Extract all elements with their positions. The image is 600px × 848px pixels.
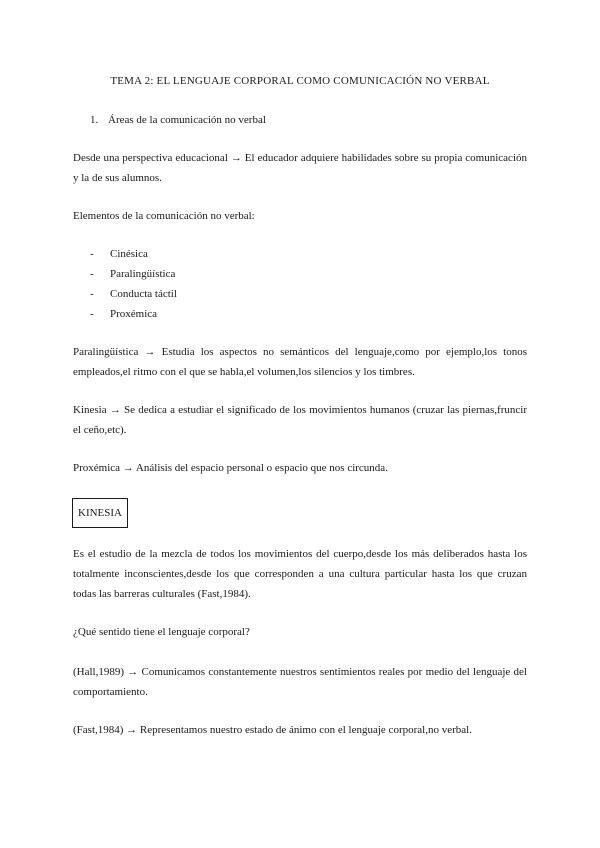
- list-item: [90, 264, 177, 284]
- list-item: [90, 284, 177, 304]
- paragraph-proxemica: Proxémica → Análisis del espacio personal o espacio que nos circunda.: [73, 462, 388, 474]
- section-heading: [90, 110, 266, 130]
- list-item-label: Conducta táctil: [110, 288, 177, 300]
- section-number: 1.: [90, 114, 99, 126]
- paragraph-fast: (Fast,1984) → Representamos nuestro estado de ánimo con el lenguaje corporal,no verbal.: [73, 724, 472, 736]
- list-item: [90, 304, 177, 324]
- list-bullet: -: [90, 248, 94, 260]
- list-bullet: -: [90, 268, 94, 280]
- paragraph-paralinguistica: Paralingüística → Estudia los aspectos no semánticos del lenguaje,como por ejemplo,los tonos empleados,el ritmo con el que se habla,el volumen,los silencios y los timbres.: [73, 346, 527, 378]
- paragraph-educacional: Desde una perspectiva educacional → El educador adquiere habilidades sobre su propia comunicación y la de sus alumnos.: [73, 152, 527, 184]
- section-label: Áreas de la comunicación no verbal: [108, 114, 266, 126]
- paragraph-hall: (Hall,1989) → Comunicamos constantemente nuestros sentimientos reales por medio del lenguaje del comportamiento.: [73, 666, 527, 698]
- list-item-label: Paralingüística: [110, 268, 176, 280]
- elementos-list: [90, 244, 177, 324]
- paragraph-elementos-intro: Elementos de la comunicación no verbal:: [73, 210, 255, 222]
- paragraph-pregunta: ¿Qué sentido tiene el lenguaje corporal?: [73, 626, 250, 638]
- document-title: TEMA 2: EL LENGUAJE CORPORAL COMO COMUNICACIÓN NO VERBAL: [110, 75, 490, 87]
- paragraph-kinesia: Kinesia → Se dedica a estudiar el significado de los movimientos humanos (cruzar las piernas,fruncir el ceño,etc).: [73, 404, 527, 436]
- list-item-label: Proxémica: [110, 308, 158, 320]
- list-bullet: -: [90, 308, 94, 320]
- paragraph-kinesia-definicion: Es el estudio de la mezcla de todos los movimientos del cuerpo,desde los más deliberados hasta los totalmente inconscientes,desde los que corresponden a una cultura particular hasta los que cruzan todas las barreras culturales (Fast,1984).: [73, 548, 527, 600]
- list-item-label: Cinésica: [110, 248, 148, 260]
- list-bullet: -: [90, 288, 94, 300]
- kinesia-boxed-heading: KINESIA: [72, 498, 128, 528]
- list-item: [90, 244, 177, 264]
